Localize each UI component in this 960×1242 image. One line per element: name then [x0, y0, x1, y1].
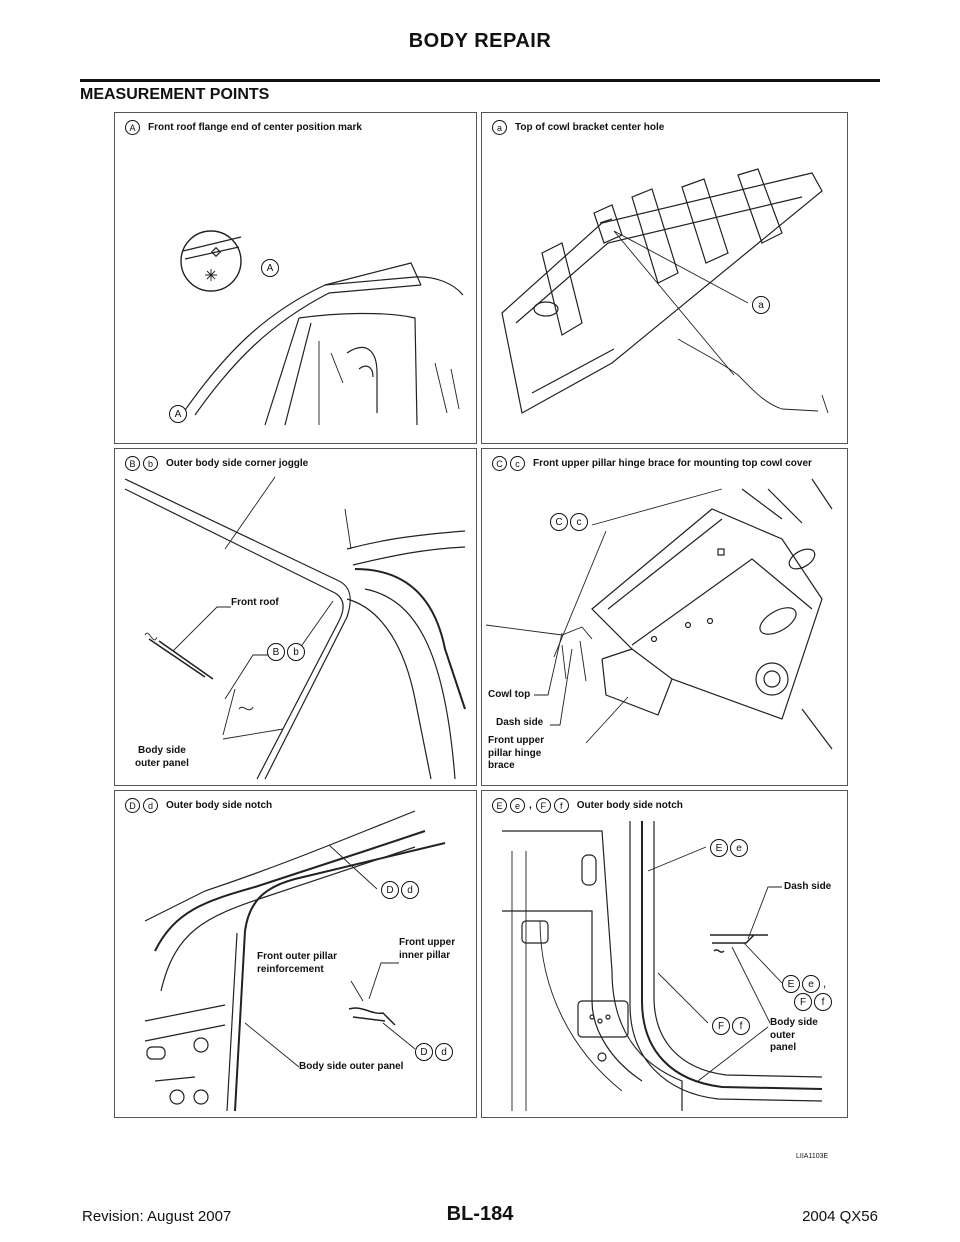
cowl-rib-3: [682, 179, 728, 263]
section-cut: [349, 1008, 395, 1025]
callout-badge-A: A: [261, 259, 279, 277]
inner-ribs: [512, 851, 622, 1111]
cowl-line-drawing: [482, 113, 847, 443]
pillar-lines: [742, 479, 832, 749]
door-frame: [299, 313, 417, 425]
leader-body-side: [698, 947, 772, 1081]
panel-caption: Outer body side corner joggle: [166, 458, 309, 469]
label-line: Body side: [770, 1017, 818, 1028]
panel-caption: Outer body side notch: [576, 800, 683, 811]
label-line: Body side: [138, 745, 186, 756]
brace-body: [592, 509, 822, 719]
cowl-lower-edge: [678, 339, 828, 413]
callout-badge-E: E: [492, 798, 507, 813]
callout-badge-d: d: [401, 881, 419, 899]
callout-badge-C: C: [492, 456, 507, 471]
detail-star-mark: [205, 269, 217, 281]
callout-A-lower: [169, 405, 189, 423]
callout-badge-b: b: [143, 456, 158, 471]
callout-Ff-right: [794, 993, 834, 1011]
callout-badge-D: D: [125, 798, 140, 813]
callout-badge-e: e: [802, 975, 820, 993]
callout-badge-b: b: [287, 643, 305, 661]
label-line: outer panel: [135, 757, 189, 769]
label-front-outer-pillar-reinforcement: [257, 951, 337, 976]
inner-slot-1: [582, 855, 596, 885]
page-header-title: BODY REPAIR: [408, 30, 552, 52]
panel-corner-joggle: [114, 448, 477, 786]
section-cut-squiggle: [145, 633, 253, 710]
label-line: inner pillar: [399, 949, 451, 961]
roof-rail-inner: [195, 285, 421, 415]
panel-front-roof-flange: [114, 112, 477, 444]
notch-ef-drawing: [482, 791, 847, 1117]
callout-badge-D: D: [415, 1043, 433, 1061]
pillar-outer-1: [347, 531, 465, 565]
panel-notch-d: [114, 790, 477, 1118]
label-line: Front upper: [399, 937, 456, 948]
callout-badge-d: d: [143, 798, 158, 813]
callout-Cc: [550, 513, 590, 531]
callout-badge-a: a: [492, 120, 507, 135]
label-dash-side: Dash side: [784, 881, 832, 892]
lower-structure: [145, 1005, 225, 1081]
leader-cowl-top: [534, 633, 562, 695]
cowl-hole: [534, 302, 558, 316]
inner-hole-4: [598, 1053, 606, 1061]
callout-badge-A: A: [169, 405, 187, 423]
inner-panel: [502, 831, 682, 1111]
brace-round-hole: [756, 663, 788, 695]
cowl-edge: [486, 625, 592, 639]
callout-badge-c: c: [510, 456, 525, 471]
inner-hole-3: [606, 1015, 610, 1019]
inner-hole-2: [598, 1019, 602, 1023]
callout-badge-B: B: [267, 643, 285, 661]
seat-outline: [347, 347, 377, 413]
panel-cowl-bracket: [481, 112, 848, 444]
brace-lower: [602, 649, 672, 715]
callout-Ee-upper: [710, 839, 750, 857]
label-line: pillar hinge: [488, 747, 542, 759]
leader-hinge-brace: [586, 697, 628, 743]
figure-code: LIIA1103E: [796, 1153, 829, 1160]
leader-Dd-lower: [383, 1023, 415, 1049]
inner-window: [578, 1001, 628, 1037]
brace-hole-3: [652, 637, 657, 642]
header-rule: [80, 79, 880, 82]
callout-badge-a: a: [752, 296, 770, 314]
panel-caption: Outer body side notch: [166, 800, 273, 811]
dash-edge: [562, 641, 586, 681]
cowl-rib-4: [738, 169, 782, 243]
roof-edge-line-1: [125, 479, 350, 779]
roof-rail: [183, 277, 463, 413]
dash-lines: [319, 341, 459, 425]
leader-dash-side: [748, 887, 782, 939]
leader-inner-pillar: [369, 963, 399, 999]
leader-dash-side: [550, 649, 572, 725]
label-dash-side: Dash side: [496, 717, 544, 728]
pillar-curve-2: [347, 599, 431, 779]
label-line: outer: [770, 1029, 795, 1041]
detail-zoom-circle: [181, 231, 241, 291]
callout-A-upper: [261, 259, 281, 277]
callout-Dd-lower: [415, 1043, 455, 1061]
callout-badge-f: f: [814, 993, 832, 1011]
leader-Dd-upper: [329, 845, 377, 889]
brace-hole-2: [708, 619, 713, 624]
label-front-roof: Front roof: [231, 597, 279, 608]
callout-badge-A: A: [125, 120, 140, 135]
leader-Ee-Ff: [744, 943, 782, 983]
leader-body-side: [223, 689, 283, 739]
panel-caption: Front roof flange end of center position mark: [148, 122, 362, 133]
callout-badge-d: d: [435, 1043, 453, 1061]
label-line: panel: [770, 1042, 797, 1053]
section-cut-1: [149, 639, 213, 679]
panel-caption: Top of cowl bracket center hole: [515, 122, 665, 133]
label-cowl-top: Cowl top: [488, 689, 531, 700]
leader-outer-reinf: [351, 981, 363, 1001]
callout-badge-F: F: [794, 993, 812, 1011]
callout-badge-e: e: [730, 839, 748, 857]
label-line: Front upper: [488, 735, 545, 746]
lower-hole-1: [194, 1038, 208, 1052]
callout-Ff-left: [712, 1017, 752, 1035]
callout-comma: ,: [823, 978, 827, 990]
footer-page-number: BL-184: [446, 1203, 514, 1225]
panel-caption: Front upper pillar hinge brace for mounting top cowl cover: [533, 458, 812, 469]
header-separator: ,: [529, 800, 532, 811]
brace-square: [718, 549, 724, 555]
inner-hole-1: [590, 1015, 594, 1019]
section-title: MEASUREMENT POINTS: [80, 86, 270, 103]
panel-notch-ef: [481, 790, 848, 1118]
callout-Dd-upper: [381, 881, 421, 899]
label-line: reinforcement: [257, 963, 324, 975]
lower-hole-3: [194, 1090, 208, 1104]
pillar-arc-1: [145, 811, 415, 921]
label-body-side-outer-panel: [770, 1017, 818, 1055]
label-line: Front outer pillar: [257, 951, 337, 962]
callout-badge-F: F: [536, 798, 551, 813]
footer-revision: Revision: August 2007: [82, 1208, 232, 1225]
callout-badge-E: E: [710, 839, 728, 857]
leader-Ff: [658, 973, 708, 1023]
callout-badge-c: c: [570, 513, 588, 531]
callout-badge-C: C: [550, 513, 568, 531]
callout-badge-f: f: [732, 1017, 750, 1035]
roof-line-drawing: [115, 113, 476, 443]
lower-slot: [147, 1047, 165, 1059]
callout-a-cowl: [752, 296, 772, 314]
callout-Ee-lower: [782, 975, 826, 993]
label-front-upper-inner-pillar: [399, 937, 455, 962]
measurement-figure: [114, 112, 848, 1116]
lower-hole-2: [170, 1090, 184, 1104]
panel-hinge-brace: [481, 448, 848, 786]
windshield-header: [325, 263, 421, 285]
callout-badge-B: B: [125, 456, 140, 471]
label-body-side-outer-panel: Body side outer panel: [299, 1061, 404, 1072]
cowl-inner: [516, 197, 802, 393]
roof-gap: [225, 477, 351, 549]
leader-front-roof: [173, 607, 253, 651]
brace-hole-1: [686, 623, 691, 628]
corner-joggle-drawing: [115, 449, 476, 785]
callout-badge-D: D: [381, 881, 399, 899]
brace-round-hole-inner: [764, 671, 780, 687]
cowl-rib-1: [542, 243, 582, 335]
leader-Ee-upper: [648, 847, 706, 871]
brace-oval-1: [756, 602, 801, 639]
callout-badge-F: F: [712, 1017, 730, 1035]
label-hinge-brace: [488, 735, 544, 773]
label-body-side-outer-panel: [135, 745, 189, 770]
label-line: brace: [488, 760, 515, 771]
callout-badge-e: e: [510, 798, 525, 813]
callout-badge-E: E: [782, 975, 800, 993]
cowl-bracket: [594, 205, 622, 243]
a-pillar: [265, 318, 311, 425]
roof-edge-line-2: [125, 489, 343, 779]
footer-model: 2004 QX56: [802, 1208, 878, 1225]
brace-flange: [608, 519, 812, 645]
leader-body-side-outer: [245, 1023, 299, 1067]
section-cut-ef: [710, 935, 768, 952]
callout-badge-f: f: [554, 798, 569, 813]
callout-Bb: [267, 643, 307, 661]
